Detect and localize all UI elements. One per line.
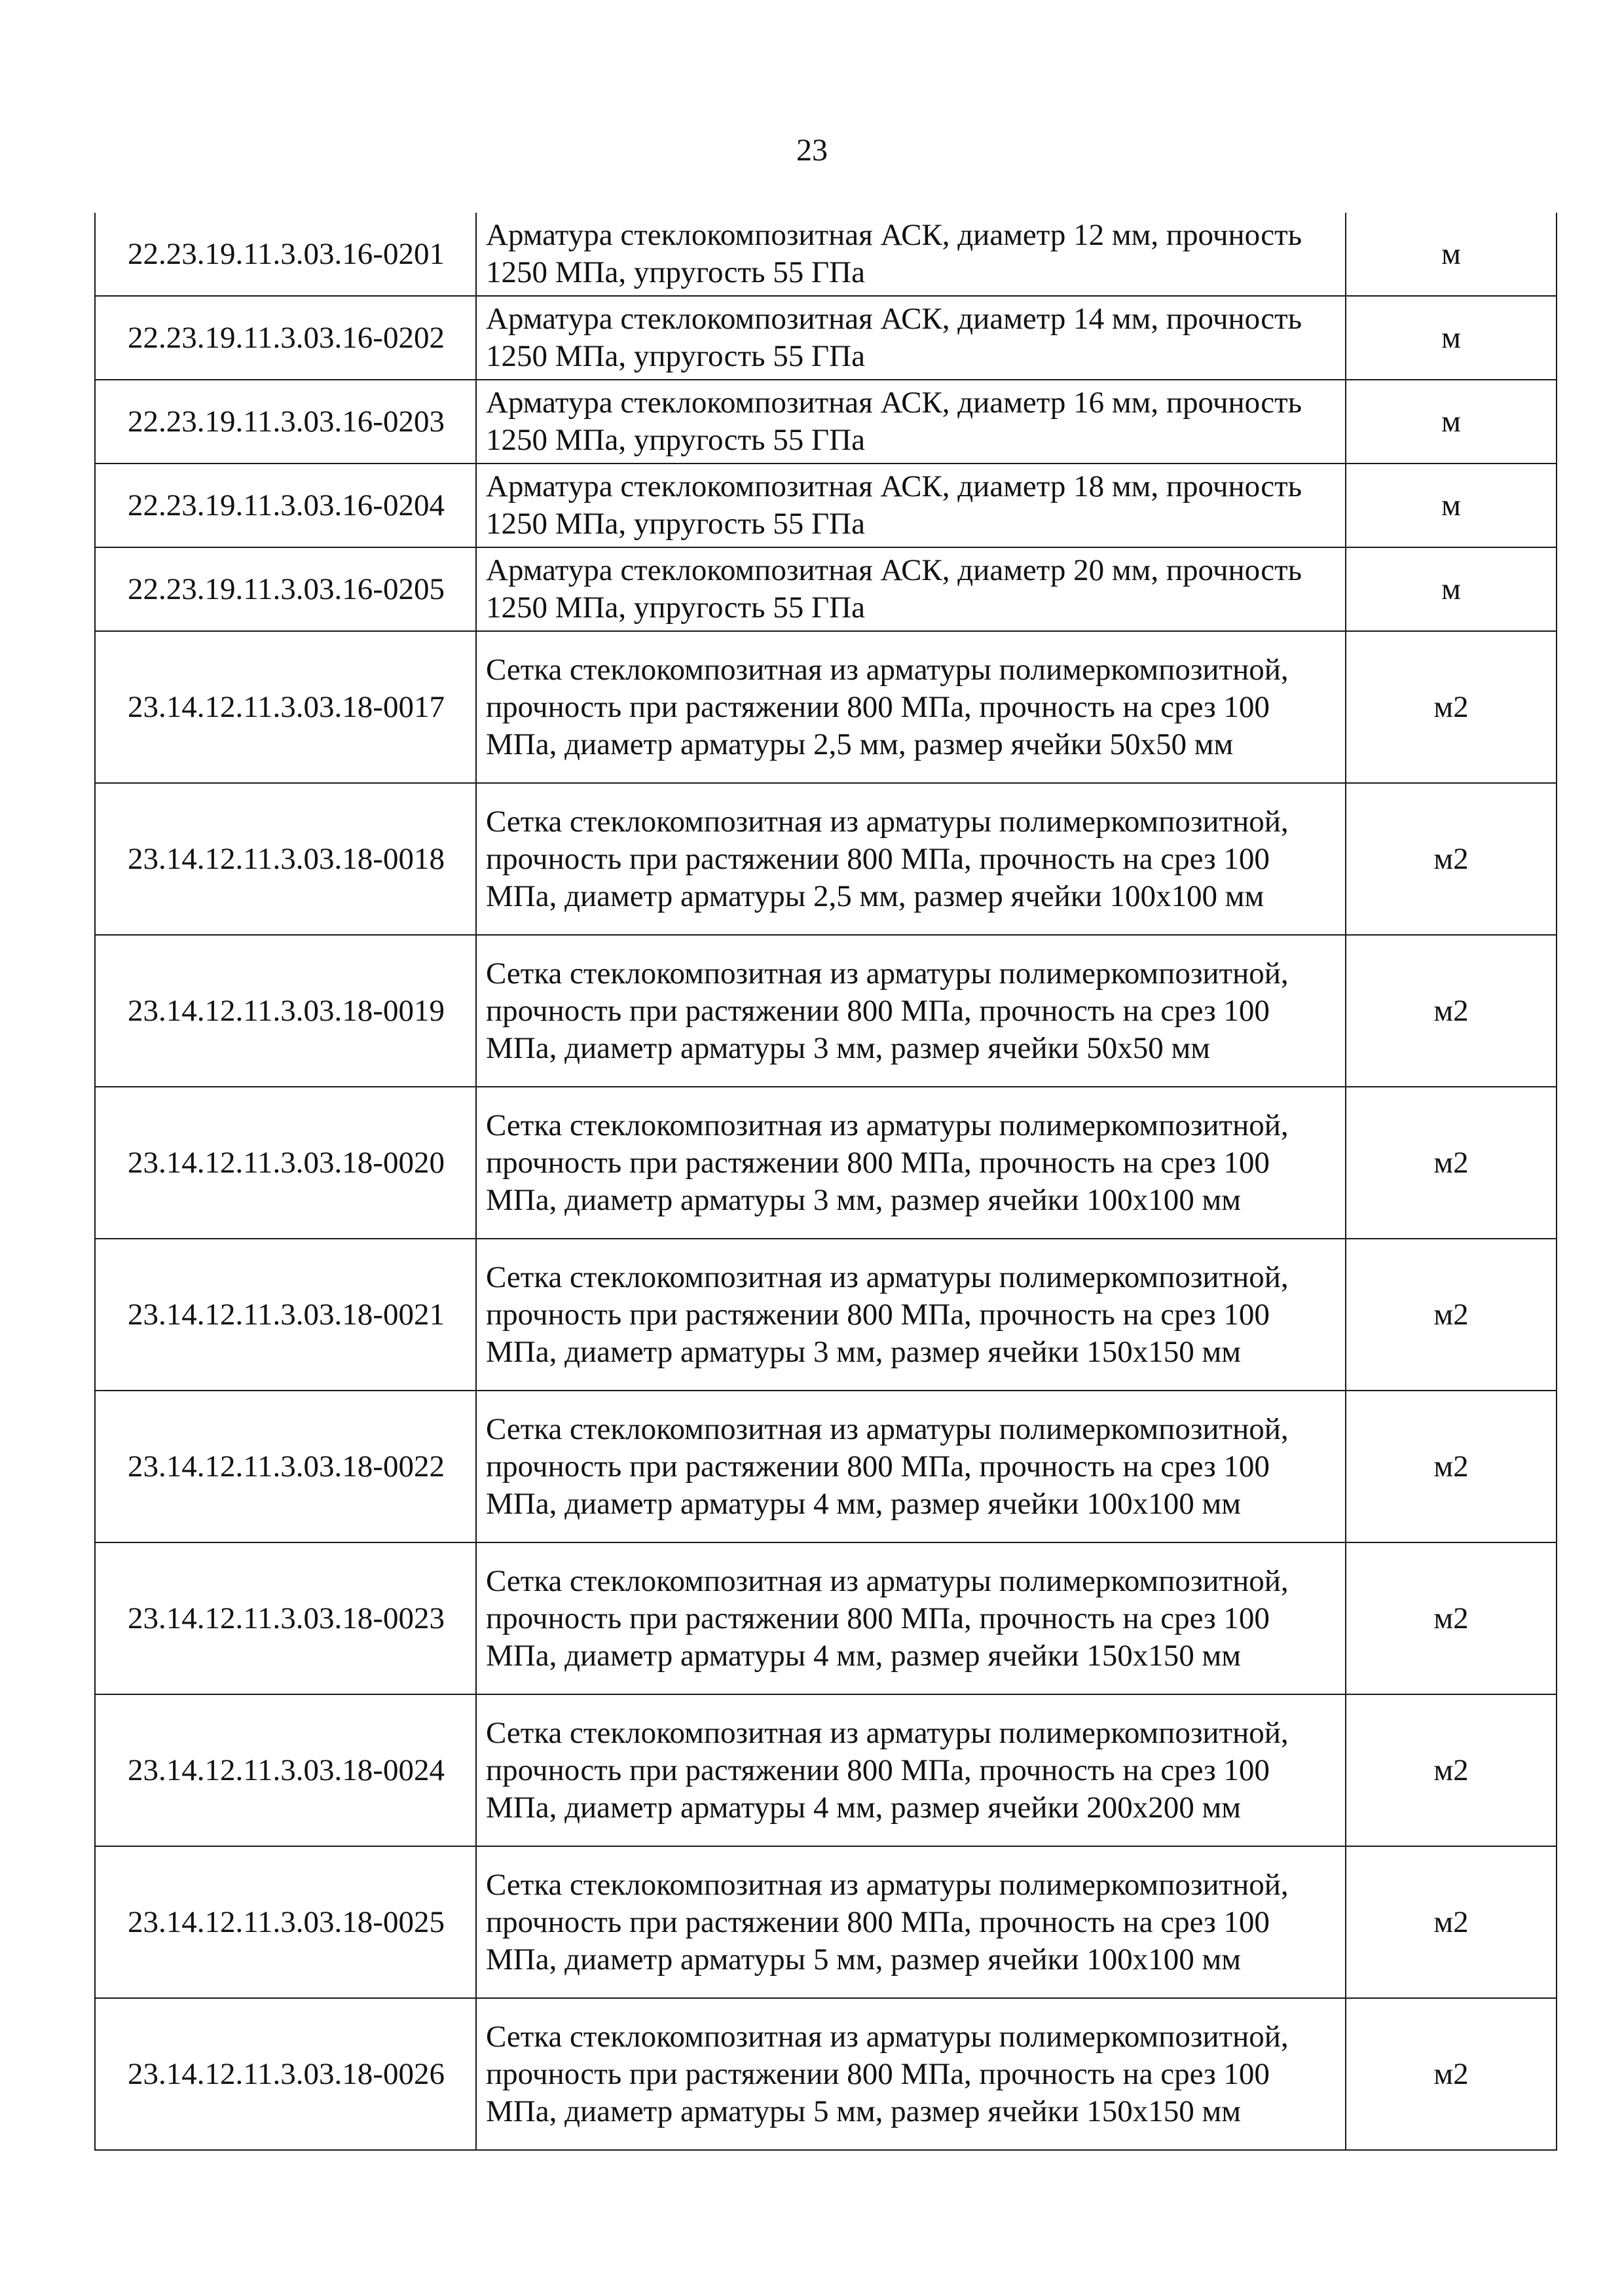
resource-name: Сетка стеклокомпозитная из арматуры полимеркомпозитной, прочность при растяжении 800 МПа, прочность на срез 100 МПа, диаметр арматуры 2,5 мм, размер ячейки 100х100 мм	[476, 783, 1346, 935]
resource-code: 23.14.12.11.3.03.18-0023	[95, 1542, 476, 1694]
unit-of-measure: м	[1346, 547, 1557, 631]
unit-of-measure: м2	[1346, 1239, 1557, 1391]
resource-code: 23.14.12.11.3.03.18-0018	[95, 783, 476, 935]
table-row	[95, 380, 1557, 464]
unit-of-measure: м2	[1346, 1846, 1557, 1998]
unit-of-measure: м	[1346, 380, 1557, 464]
resource-code: 22.23.19.11.3.03.16-0201	[95, 213, 476, 296]
resource-name: Арматура стеклокомпозитная АСК, диаметр 12 мм, прочность 1250 МПа, упругость 55 ГПа	[476, 213, 1346, 296]
table-row	[95, 213, 1557, 296]
unit-of-measure: м2	[1346, 1998, 1557, 2150]
resource-name: Сетка стеклокомпозитная из арматуры полимеркомпозитной, прочность при растяжении 800 МПа, прочность на срез 100 МПа, диаметр арматуры 2,5 мм, размер ячейки 50х50 мм	[476, 631, 1346, 783]
table-row	[95, 1694, 1557, 1846]
table-row	[95, 1391, 1557, 1542]
table-row	[95, 1087, 1557, 1239]
resource-code: 23.14.12.11.3.03.18-0020	[95, 1087, 476, 1239]
resource-name: Сетка стеклокомпозитная из арматуры полимеркомпозитной, прочность при растяжении 800 МПа, прочность на срез 100 МПа, диаметр арматуры 5 мм, размер ячейки 150х150 мм	[476, 1998, 1346, 2150]
unit-of-measure: м	[1346, 296, 1557, 380]
resource-name: Сетка стеклокомпозитная из арматуры полимеркомпозитной, прочность при растяжении 800 МПа, прочность на срез 100 МПа, диаметр арматуры 3 мм, размер ячейки 50х50 мм	[476, 935, 1346, 1087]
table-row	[95, 1239, 1557, 1391]
unit-of-measure: м2	[1346, 1542, 1557, 1694]
unit-of-measure: м2	[1346, 783, 1557, 935]
resource-name: Арматура стеклокомпозитная АСК, диаметр 20 мм, прочность 1250 МПа, упругость 55 ГПа	[476, 547, 1346, 631]
unit-of-measure: м	[1346, 464, 1557, 547]
table-row	[95, 464, 1557, 547]
table-row	[95, 1998, 1557, 2150]
unit-of-measure: м2	[1346, 631, 1557, 783]
resource-name: Сетка стеклокомпозитная из арматуры полимеркомпозитной, прочность при растяжении 800 МПа, прочность на срез 100 МПа, диаметр арматуры 3 мм, размер ячейки 100х100 мм	[476, 1087, 1346, 1239]
resource-code: 23.14.12.11.3.03.18-0022	[95, 1391, 476, 1542]
table-row	[95, 783, 1557, 935]
resource-code: 22.23.19.11.3.03.16-0204	[95, 464, 476, 547]
resource-name: Сетка стеклокомпозитная из арматуры полимеркомпозитной, прочность при растяжении 800 МПа, прочность на срез 100 МПа, диаметр арматуры 4 мм, размер ячейки 100х100 мм	[476, 1391, 1346, 1542]
unit-of-measure: м	[1346, 213, 1557, 296]
resource-code: 23.14.12.11.3.03.18-0024	[95, 1694, 476, 1846]
resource-name: Сетка стеклокомпозитная из арматуры полимеркомпозитной, прочность при растяжении 800 МПа, прочность на срез 100 МПа, диаметр арматуры 3 мм, размер ячейки 150х150 мм	[476, 1239, 1346, 1391]
resource-code: 23.14.12.11.3.03.18-0025	[95, 1846, 476, 1998]
resource-code: 22.23.19.11.3.03.16-0203	[95, 380, 476, 464]
resource-name: Сетка стеклокомпозитная из арматуры полимеркомпозитной, прочность при растяжении 800 МПа, прочность на срез 100 МПа, диаметр арматуры 4 мм, размер ячейки 150х150 мм	[476, 1542, 1346, 1694]
unit-of-measure: м2	[1346, 935, 1557, 1087]
resource-code: 22.23.19.11.3.03.16-0205	[95, 547, 476, 631]
resource-name: Сетка стеклокомпозитная из арматуры полимеркомпозитной, прочность при растяжении 800 МПа, прочность на срез 100 МПа, диаметр арматуры 4 мм, размер ячейки 200х200 мм	[476, 1694, 1346, 1846]
resource-name: Арматура стеклокомпозитная АСК, диаметр 18 мм, прочность 1250 МПа, упругость 55 ГПа	[476, 464, 1346, 547]
table-row	[95, 935, 1557, 1087]
table-row	[95, 631, 1557, 783]
unit-of-measure: м2	[1346, 1087, 1557, 1239]
table-row	[95, 1846, 1557, 1998]
resource-code: 22.23.19.11.3.03.16-0202	[95, 296, 476, 380]
resource-code: 23.14.12.11.3.03.18-0026	[95, 1998, 476, 2150]
table-row	[95, 1542, 1557, 1694]
resource-name: Арматура стеклокомпозитная АСК, диаметр 16 мм, прочность 1250 МПа, упругость 55 ГПа	[476, 380, 1346, 464]
unit-of-measure: м2	[1346, 1694, 1557, 1846]
resource-code: 23.14.12.11.3.03.18-0019	[95, 935, 476, 1087]
resource-name: Сетка стеклокомпозитная из арматуры полимеркомпозитной, прочность при растяжении 800 МПа, прочность на срез 100 МПа, диаметр арматуры 5 мм, размер ячейки 100х100 мм	[476, 1846, 1346, 1998]
page-number: 23	[796, 133, 828, 168]
resource-code: 23.14.12.11.3.03.18-0017	[95, 631, 476, 783]
table-row	[95, 296, 1557, 380]
table-row	[95, 547, 1557, 631]
unit-of-measure: м2	[1346, 1391, 1557, 1542]
materials-table	[94, 213, 1557, 2151]
resource-name: Арматура стеклокомпозитная АСК, диаметр 14 мм, прочность 1250 МПа, упругость 55 ГПа	[476, 296, 1346, 380]
resource-code: 23.14.12.11.3.03.18-0021	[95, 1239, 476, 1391]
